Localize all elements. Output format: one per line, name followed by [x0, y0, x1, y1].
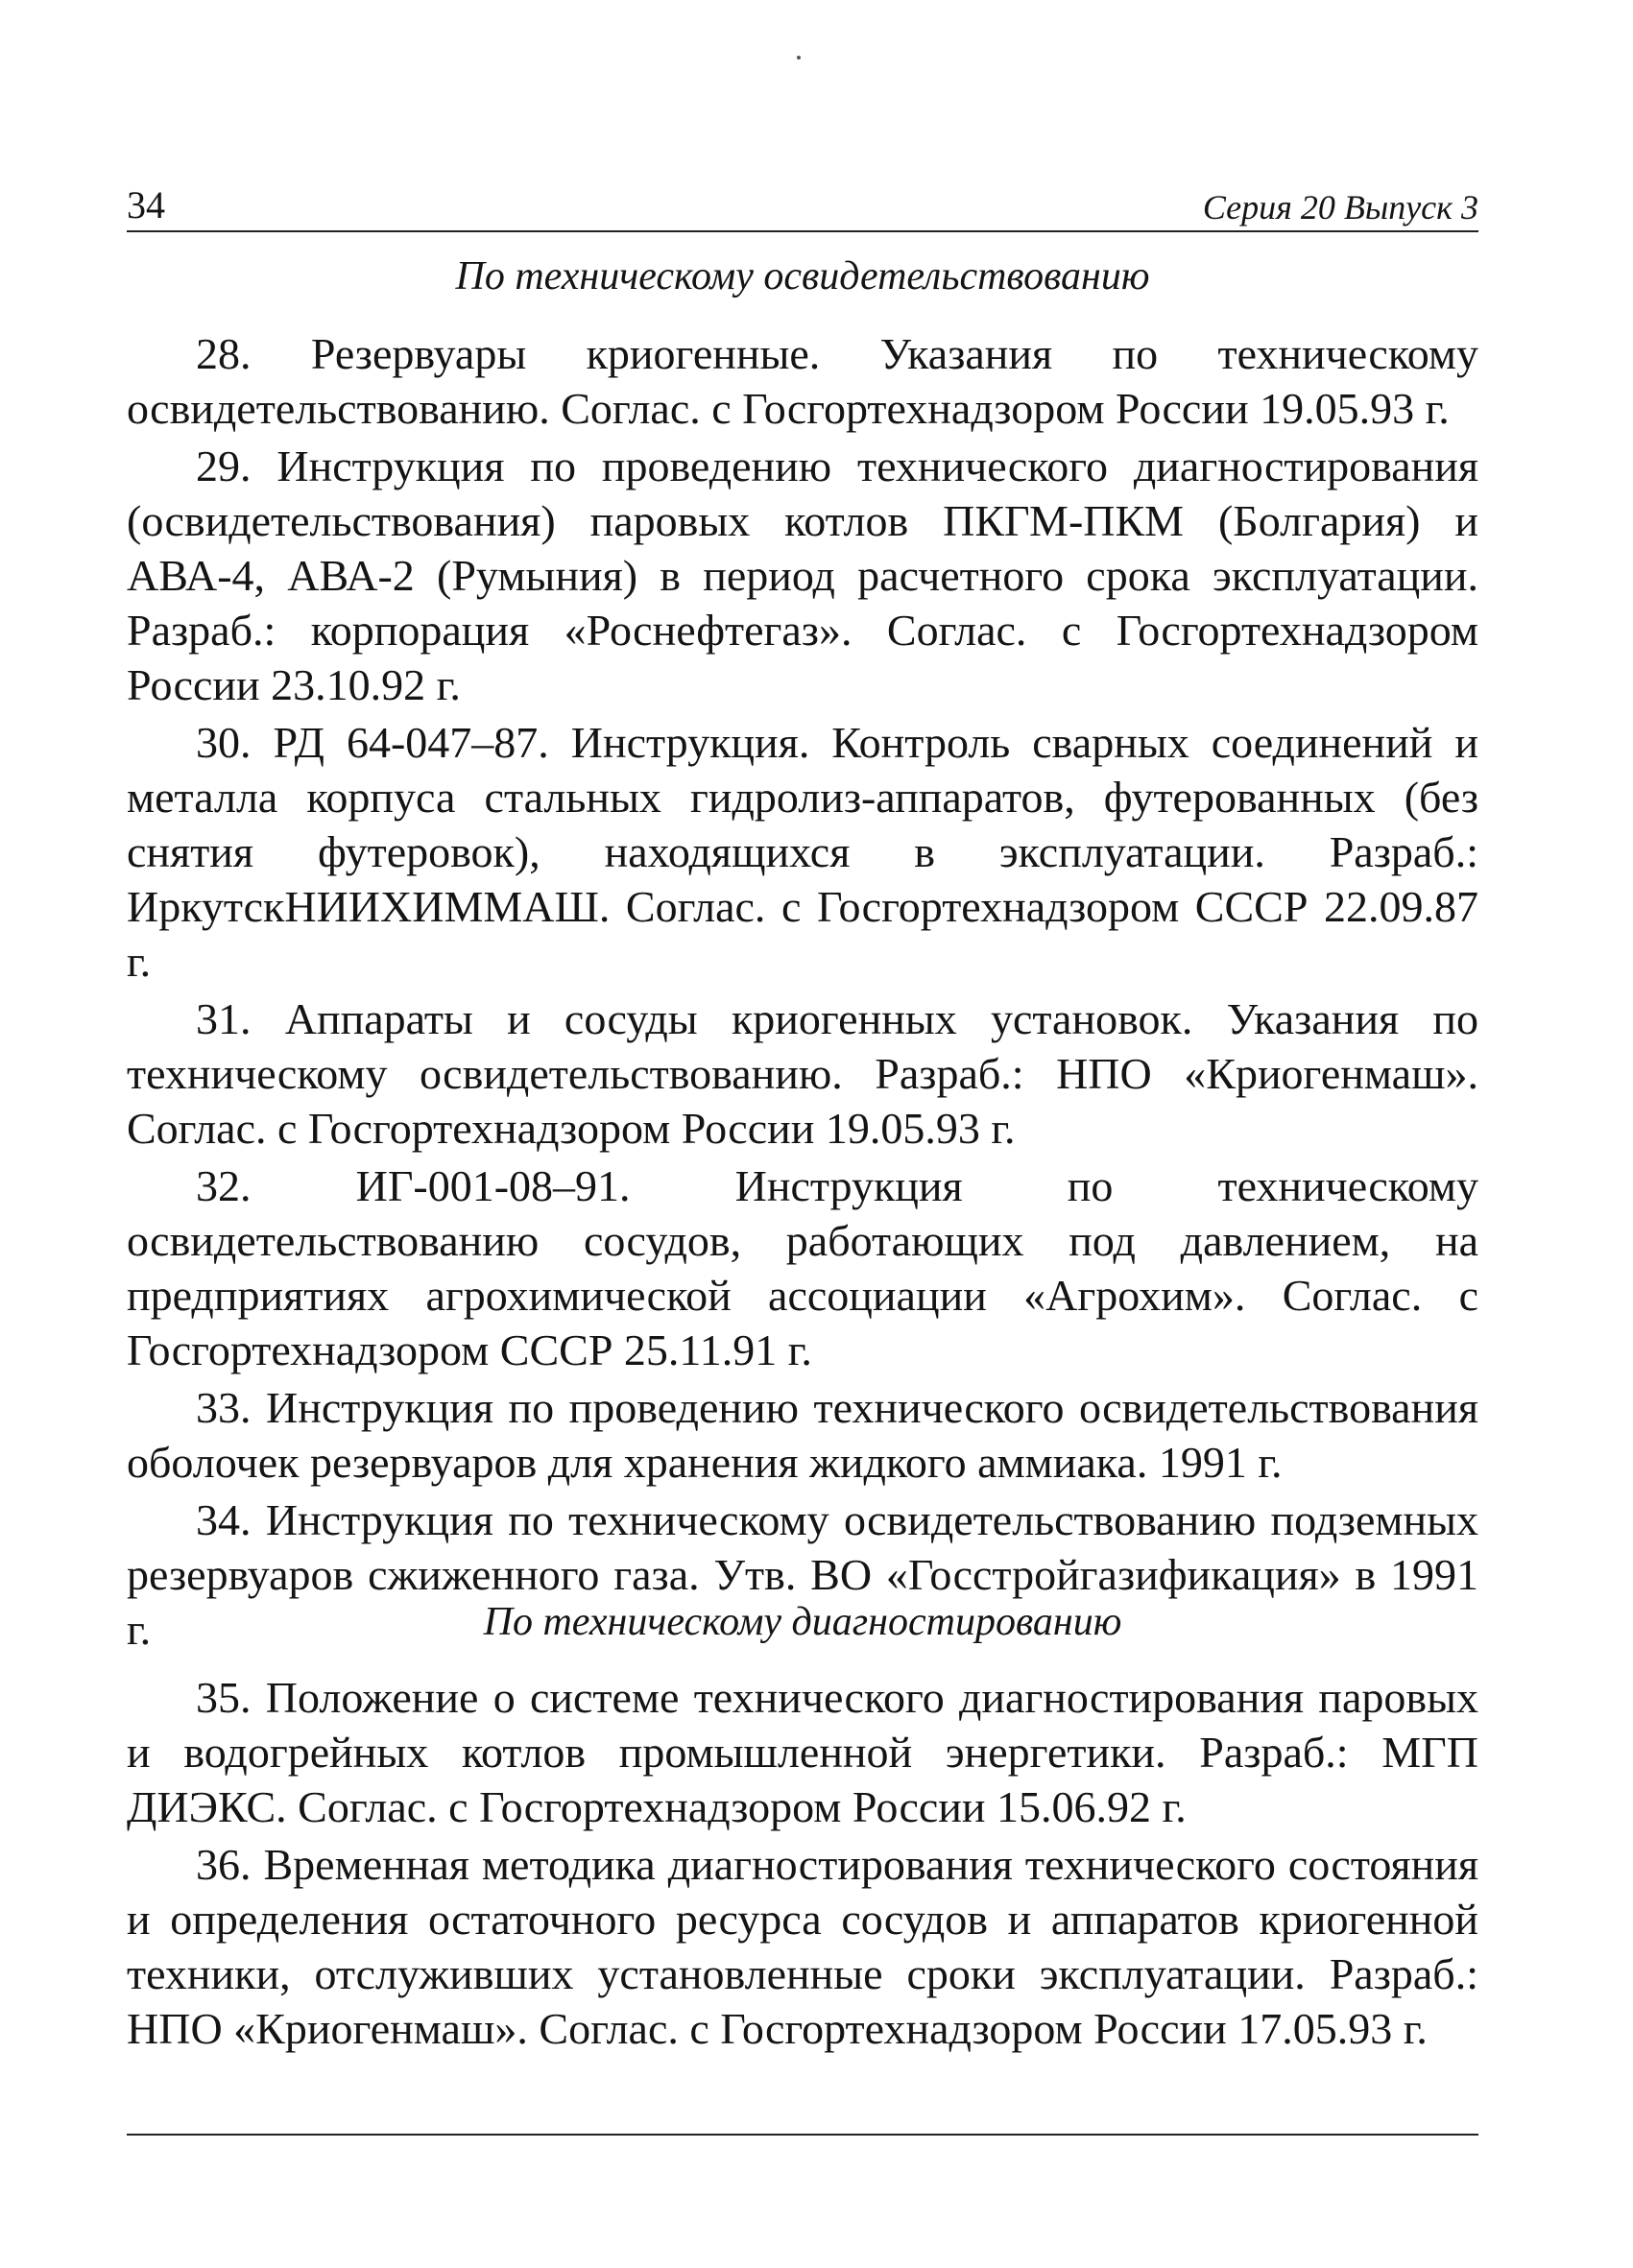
entry-number: 33. — [196, 1383, 252, 1432]
scan-speck — [797, 56, 801, 60]
entry-list-inspection — [127, 326, 1478, 1659]
section-heading-diagnostics: По техническому диагностированию — [483, 1600, 1122, 1644]
entry-text: Инструкция по проведению технического освидетельствования оболочек резервуаров для хранения жидкого аммиака. 1991 г. — [127, 1383, 1478, 1487]
list-item — [127, 1380, 1478, 1490]
entry-number: 28. — [196, 329, 252, 378]
entry-number: 32. — [196, 1161, 252, 1210]
entry-number: 34. — [196, 1495, 252, 1544]
entry-text: Аппараты и сосуды криогенных установок. Указания по техническому освидетельствованию. Разраб.: НПО «Криогенмаш». Соглас. с Госгортехнадзором России 19.05.93 г. — [127, 994, 1478, 1153]
entry-text: Положение о системе технического диагностирования паровых и водогрейных котлов промышленной энергетики. Разраб.: МГП ДИЭКС. Соглас. с Госгортехнадзором России 15.06.92 г. — [127, 1673, 1479, 1831]
list-item — [127, 326, 1478, 436]
list-item — [127, 991, 1478, 1156]
list-item — [127, 439, 1478, 712]
entry-list-diagnostics — [127, 1670, 1478, 2059]
document-page — [127, 0, 1478, 2268]
entry-text: Резервуары криогенные. Указания по техническому освидетельствованию. Соглас. с Госгортехнадзором России 19.05.93 г. — [127, 329, 1479, 433]
entry-number: 31. — [196, 994, 252, 1043]
page-number: 34 — [127, 183, 165, 227]
series-title: Серия 20 Выпуск 3 — [1202, 188, 1478, 227]
entry-number: 30. — [196, 718, 252, 767]
bottom-rule — [127, 2134, 1478, 2136]
list-item — [127, 1670, 1478, 1834]
entry-text: Инструкция по проведению технического диагностирования (освидетельствования) паровых котлов ПКГМ-ПКМ (Болгария) и АВА-4, АВА-2 (Румыния) в период расчетного срока эксплуатации. Разраб.: корпорация «Роснефтегаз». Соглас. с Госгортехнадзором России 23.10.92 г. — [127, 442, 1479, 709]
entry-number: 36. — [196, 1840, 252, 1889]
entry-text: ИГ-001-08–91. Инструкция по техническому освидетельствованию сосудов, работающих под давлением, на предприятиях агрохимической ассоциации «Агрохим». Соглас. с Госгортехнадзором СССР 25.11.91 г. — [127, 1161, 1478, 1374]
entry-number: 29. — [196, 442, 252, 490]
entry-text: Временная методика диагностирования технического состояния и определения остаточного ресурса сосудов и аппаратов криогенной техники, отслуживших установленные сроки эксплуатации. Разраб.: НПО «Криогенмаш». Соглас. с Госгортехнадзором России 17.05.93 г. — [127, 1840, 1478, 2053]
list-item — [127, 1837, 1478, 2056]
section-heading-inspection: По техническому освидетельствованию — [455, 254, 1150, 298]
entry-text: РД 64-047–87. Инструкция. Контроль сварных соединений и металла корпуса стальных гидролиз-аппаратов, футерованных (без снятия футеровок), находящихся в эксплуатации. Разраб.: ИркутскНИИХИММАШ. Соглас. с Госгортехнадзором СССР 22.09.87 г. — [127, 718, 1479, 986]
entry-number: 35. — [196, 1673, 252, 1722]
list-item — [127, 1158, 1478, 1377]
entry-text: Инструкция по техническому освидетельствованию подземных резервуаров сжиженного газа. Утв. ВО «Госстройгазификация» в 1991 г. — [127, 1495, 1479, 1654]
running-header — [127, 180, 1478, 232]
list-item — [127, 715, 1478, 989]
